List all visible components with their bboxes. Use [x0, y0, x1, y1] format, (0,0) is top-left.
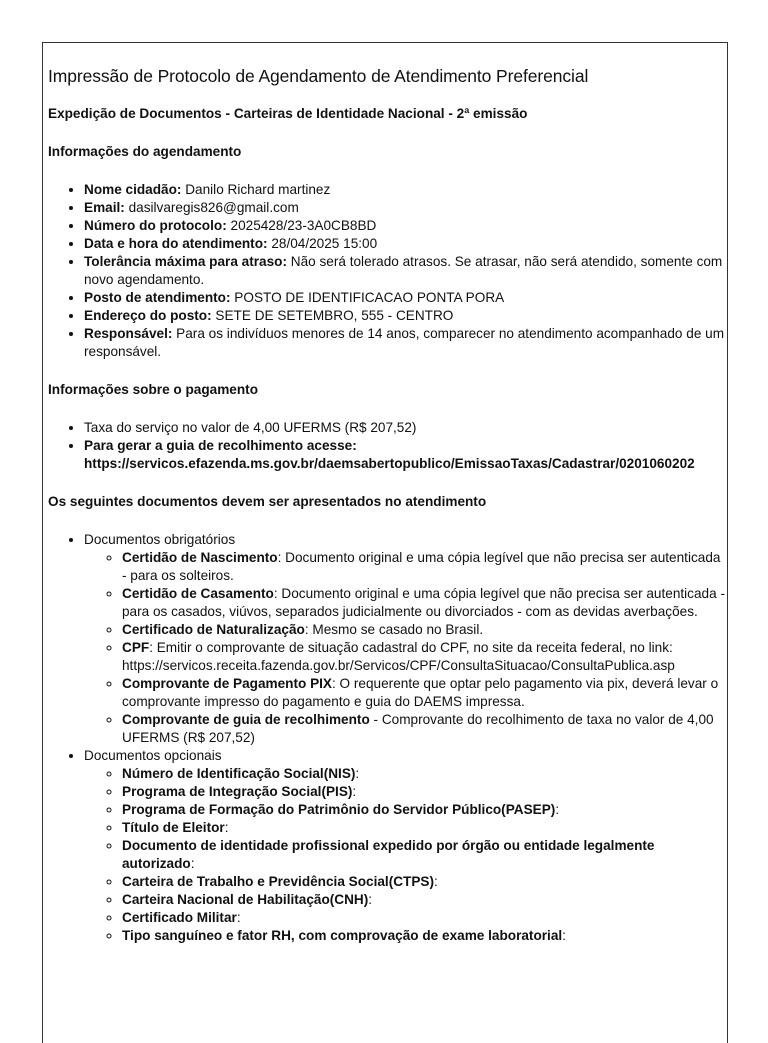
documents-list	[48, 531, 727, 945]
optional-doc-pasep: ◦ Programa de Formação do Patrimônio do Servidor Público(PASEP):	[122, 801, 727, 819]
optional-documents-list	[84, 765, 727, 945]
payment-guide	[84, 437, 727, 473]
optional-documents-label: Documentos opcionais	[84, 748, 222, 763]
required-doc-birth-certificate: ◦ Certidão de Nascimento: Documento original e uma cópia legível que não precisa ser autenticada - para os solteiros.	[122, 549, 727, 585]
scheduling-item-address: • Endereço do posto: SETE DE SETEMBRO, 555 - CENTRO	[84, 307, 727, 325]
required-documents-list	[84, 549, 727, 747]
required-documents	[84, 531, 727, 747]
required-doc-marriage-certificate: ◦ Certidão de Casamento: Documento original e uma cópia legível que não precisa ser autenticada - para os casados, viúvos, separados judicialmente ou divorciados - com as devidas averbações.	[122, 585, 727, 621]
scheduling-list	[48, 181, 727, 361]
document-frame	[42, 42, 728, 1043]
scheduling-heading: Informações do agendamento	[48, 144, 242, 159]
required-doc-naturalization: ◦ Certificado de Naturalização: Mesmo se casado no Brasil.	[122, 621, 727, 639]
scheduling-item-guardian: • Responsável: Para os indivíduos menores de 14 anos, comparecer no atendimento acompanhado de um responsável.	[84, 325, 727, 361]
optional-doc-cnh: ◦ Carteira Nacional de Habilitação(CNH):	[122, 891, 727, 909]
required-doc-pix-receipt: ◦ Comprovante de Pagamento PIX: O requerente que optar pelo pagamento via pix, deverá levar o comprovante impresso do pagamento e guia do DAEMS impressa.	[122, 675, 727, 711]
optional-doc-blood-type: ◦ Tipo sanguíneo e fator RH, com comprovação de exame laboratorial:	[122, 927, 727, 945]
required-doc-payment-guide: ◦ Comprovante de guia de recolhimento - Comprovante do recolhimento de taxa no valor de 4,00 UFERMS (R$ 207,52)	[122, 711, 727, 747]
optional-doc-voter-id: ◦ Título de Eleitor:	[122, 819, 727, 837]
scheduling-item-post: • Posto de atendimento: POSTO DE IDENTIFICACAO PONTA PORA	[84, 289, 727, 307]
required-doc-cpf: ◦ CPF: Emitir o comprovante de situação cadastral do CPF, no site da receita federal, no link: https://servicos.receita.fazenda.gov.br/Servicos/CPF/ConsultaSituacao/ConsultaPublica.asp	[122, 639, 727, 675]
optional-doc-military-certificate: ◦ Certificado Militar:	[122, 909, 727, 927]
payment-guide-label: Para gerar a guia de recolhimento acesse:	[84, 438, 357, 453]
scheduling-item-name: • Nome cidadão: Danilo Richard martinez	[84, 181, 727, 199]
payment-guide-link[interactable]: https://servicos.efazenda.ms.gov.br/daemsabertopublico/EmissaoTaxas/Cadastrar/0201060202	[84, 456, 695, 471]
payment-list	[48, 419, 727, 473]
service-subtitle: Expedição de Documentos - Carteiras de Identidade Nacional - 2ª emissão	[48, 106, 528, 121]
required-documents-label: Documentos obrigatórios	[84, 532, 236, 547]
payment-fee: • Taxa do serviço no valor de 4,00 UFERMS (R$ 207,52)	[84, 419, 727, 437]
documents-heading: Os seguintes documentos devem ser apresentados no atendimento	[48, 494, 487, 509]
optional-doc-nis: ◦ Número de Identificação Social(NIS):	[122, 765, 727, 783]
payment-heading: Informações sobre o pagamento	[48, 382, 258, 397]
scheduling-item-datetime: • Data e hora do atendimento: 28/04/2025 15:00	[84, 235, 727, 253]
document-content	[43, 43, 727, 945]
scheduling-item-email: • Email: dasilvaregis826@gmail.com	[84, 199, 727, 217]
optional-doc-pis: ◦ Programa de Integração Social(PIS):	[122, 783, 727, 801]
optional-doc-professional-id: ◦ Documento de identidade profissional expedido por órgão ou entidade legalmente autorizado:	[122, 837, 727, 873]
optional-doc-ctps: ◦ Carteira de Trabalho e Previdência Social(CTPS):	[122, 873, 727, 891]
scheduling-item-protocol: • Número do protocolo: 2025428/23-3A0CB8BD	[84, 217, 727, 235]
page-title: Impressão de Protocolo de Agendamento de Atendimento Preferencial	[48, 66, 589, 86]
scheduling-item-tolerance: • Tolerância máxima para atraso: Não será tolerado atrasos. Se atrasar, não será atendido, somente com novo agendamento.	[84, 253, 727, 289]
optional-documents	[84, 747, 727, 945]
